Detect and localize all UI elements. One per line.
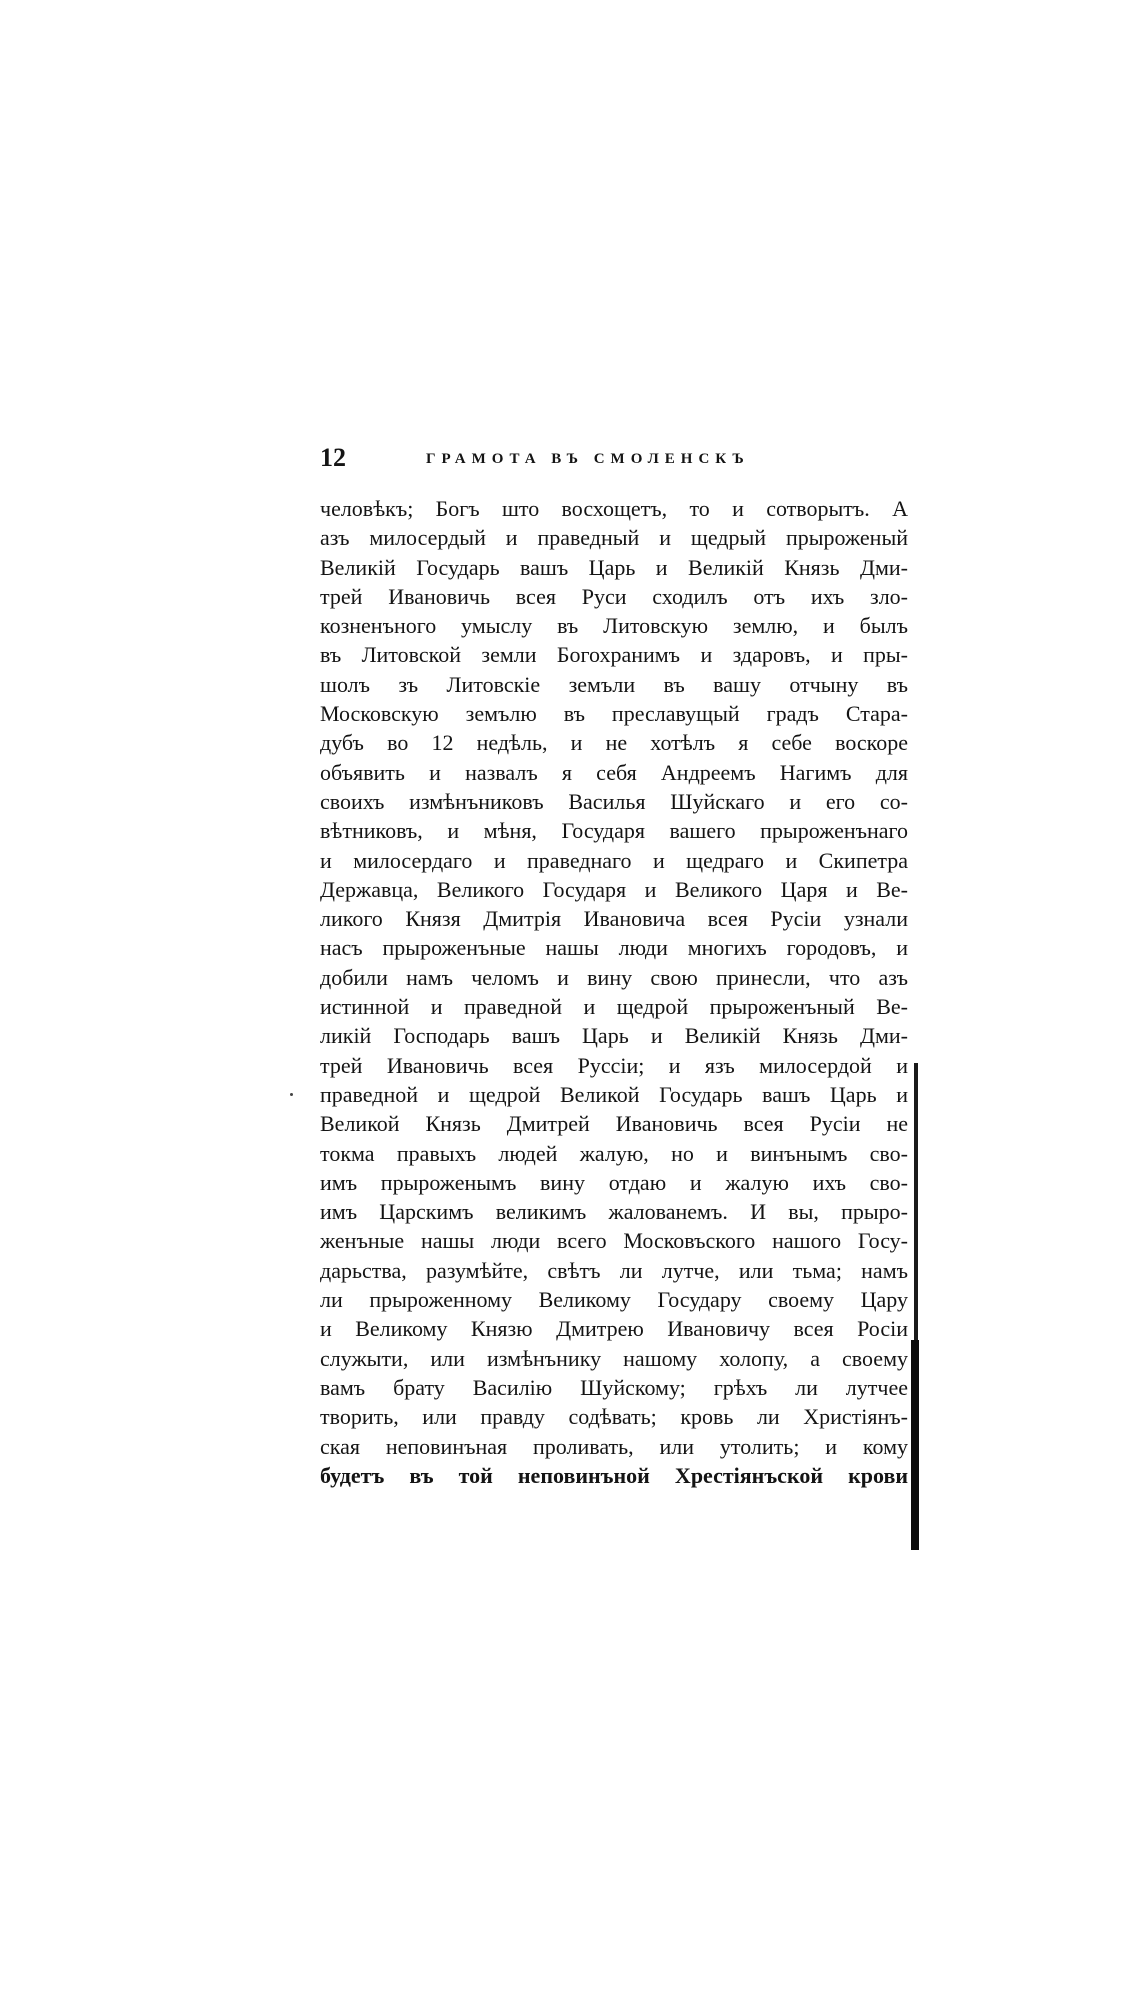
text-line: имъ Царскимъ великимъ жалованемъ. И вы, прыро- [320,1199,908,1225]
text-line: добили намъ челомъ и вину свою принесли, что азъ [320,964,908,990]
text-line: ликого Князя Дмитрія Ивановича всея Русіи узнали [320,906,908,932]
text-line: вамъ брату Василію Шуйскому; грѣхъ ли лутчее [320,1374,908,1400]
text-line: человѣкъ; Богъ што восхощетъ, то и сотворытъ. А [320,496,908,521]
text-line: своихъ измѣнъниковъ Василья Шуйскаго и его со- [320,788,908,814]
text-line: Московскую земълю въ преславущый градъ Стара- [320,701,908,727]
text-line: Державца, Великого Государя и Великого Царя и Ве- [320,876,908,902]
text-line: творить, или правду содѣвать; кровь ли Христіянъ- [320,1404,908,1430]
text-line: имъ прыроженымъ вину отдаю и жалую ихъ сво- [320,1169,908,1195]
body-text [320,494,908,1490]
text-line: Великій Государь вашъ Царь и Великій Князь Дми- [320,554,908,580]
text-line: вѣтниковъ, и мѣня, Государя вашего прыроженънаго [320,818,908,844]
text-line: и Великому Князю Дмитрею Ивановичу всея Росіи [320,1316,908,1342]
text-line: въ Литовской земли Богохранимъ и здаровъ, и пры- [320,642,908,668]
text-line: азъ милосердый и праведный и щедрый прыроженый [320,525,908,551]
page-header [320,443,780,473]
text-line: праведной и щедрой Великой Государь вашъ Царь и [320,1081,908,1107]
text-line: ли прыроженному Великому Государу своему Цару [320,1287,908,1313]
page-number: 12 [320,443,346,472]
text-line: Великой Князь Дмитрей Ивановичь всея Русіи не [320,1111,908,1137]
margin-rule-thick [911,1340,919,1550]
text-line: служыти, или измѣнънику нашому холопу, а своему [320,1345,908,1371]
running-head: ГРАМОТА ВЪ СМОЛЕНСКЪ [426,451,750,467]
text-line: трей Ивановичь всея Руси сходилъ отъ ихъ зло- [320,583,908,609]
text-line: насъ прыроженъные нашы люди многихъ городовъ, и [320,935,908,961]
text-line: и милосердаго и праведнаго и щедраго и Скипетра [320,847,908,873]
text-line: дубъ во 12 недѣль, и не хотѣлъ я себе воскоре [320,730,908,756]
text-line: ская неповинъная проливать, или утолить; и кому [320,1433,908,1459]
text-line: объявить и назвалъ я себя Андреемъ Нагимъ для [320,759,908,785]
text-line: токма правыхъ людей жалую, но и винънымъ сво- [320,1140,908,1166]
text-line: будетъ въ той неповинъной Хрестіянъской крови [320,1462,908,1488]
text-line: женъные нашы люди всего Московъского нашого Госу- [320,1228,908,1254]
text-line: истинной и праведной и щедрой прыроженъный Ве- [320,994,908,1020]
text-line: шолъ зъ Литовскіе земъли въ вашу отчыну въ [320,671,908,697]
text-line: дарьства, разумѣйте, свѣтъ ли лутче, или тьма; намъ [320,1257,908,1283]
text-line: трей Ивановичь всея Руссіи; и язъ милосердой и [320,1052,908,1078]
text-line: козненъного умыслу въ Литовскую землю, и былъ [320,613,908,639]
text-line: ликій Господарь вашъ Царь и Великій Князь Дми- [320,1023,908,1049]
scan-speck [290,1093,293,1096]
